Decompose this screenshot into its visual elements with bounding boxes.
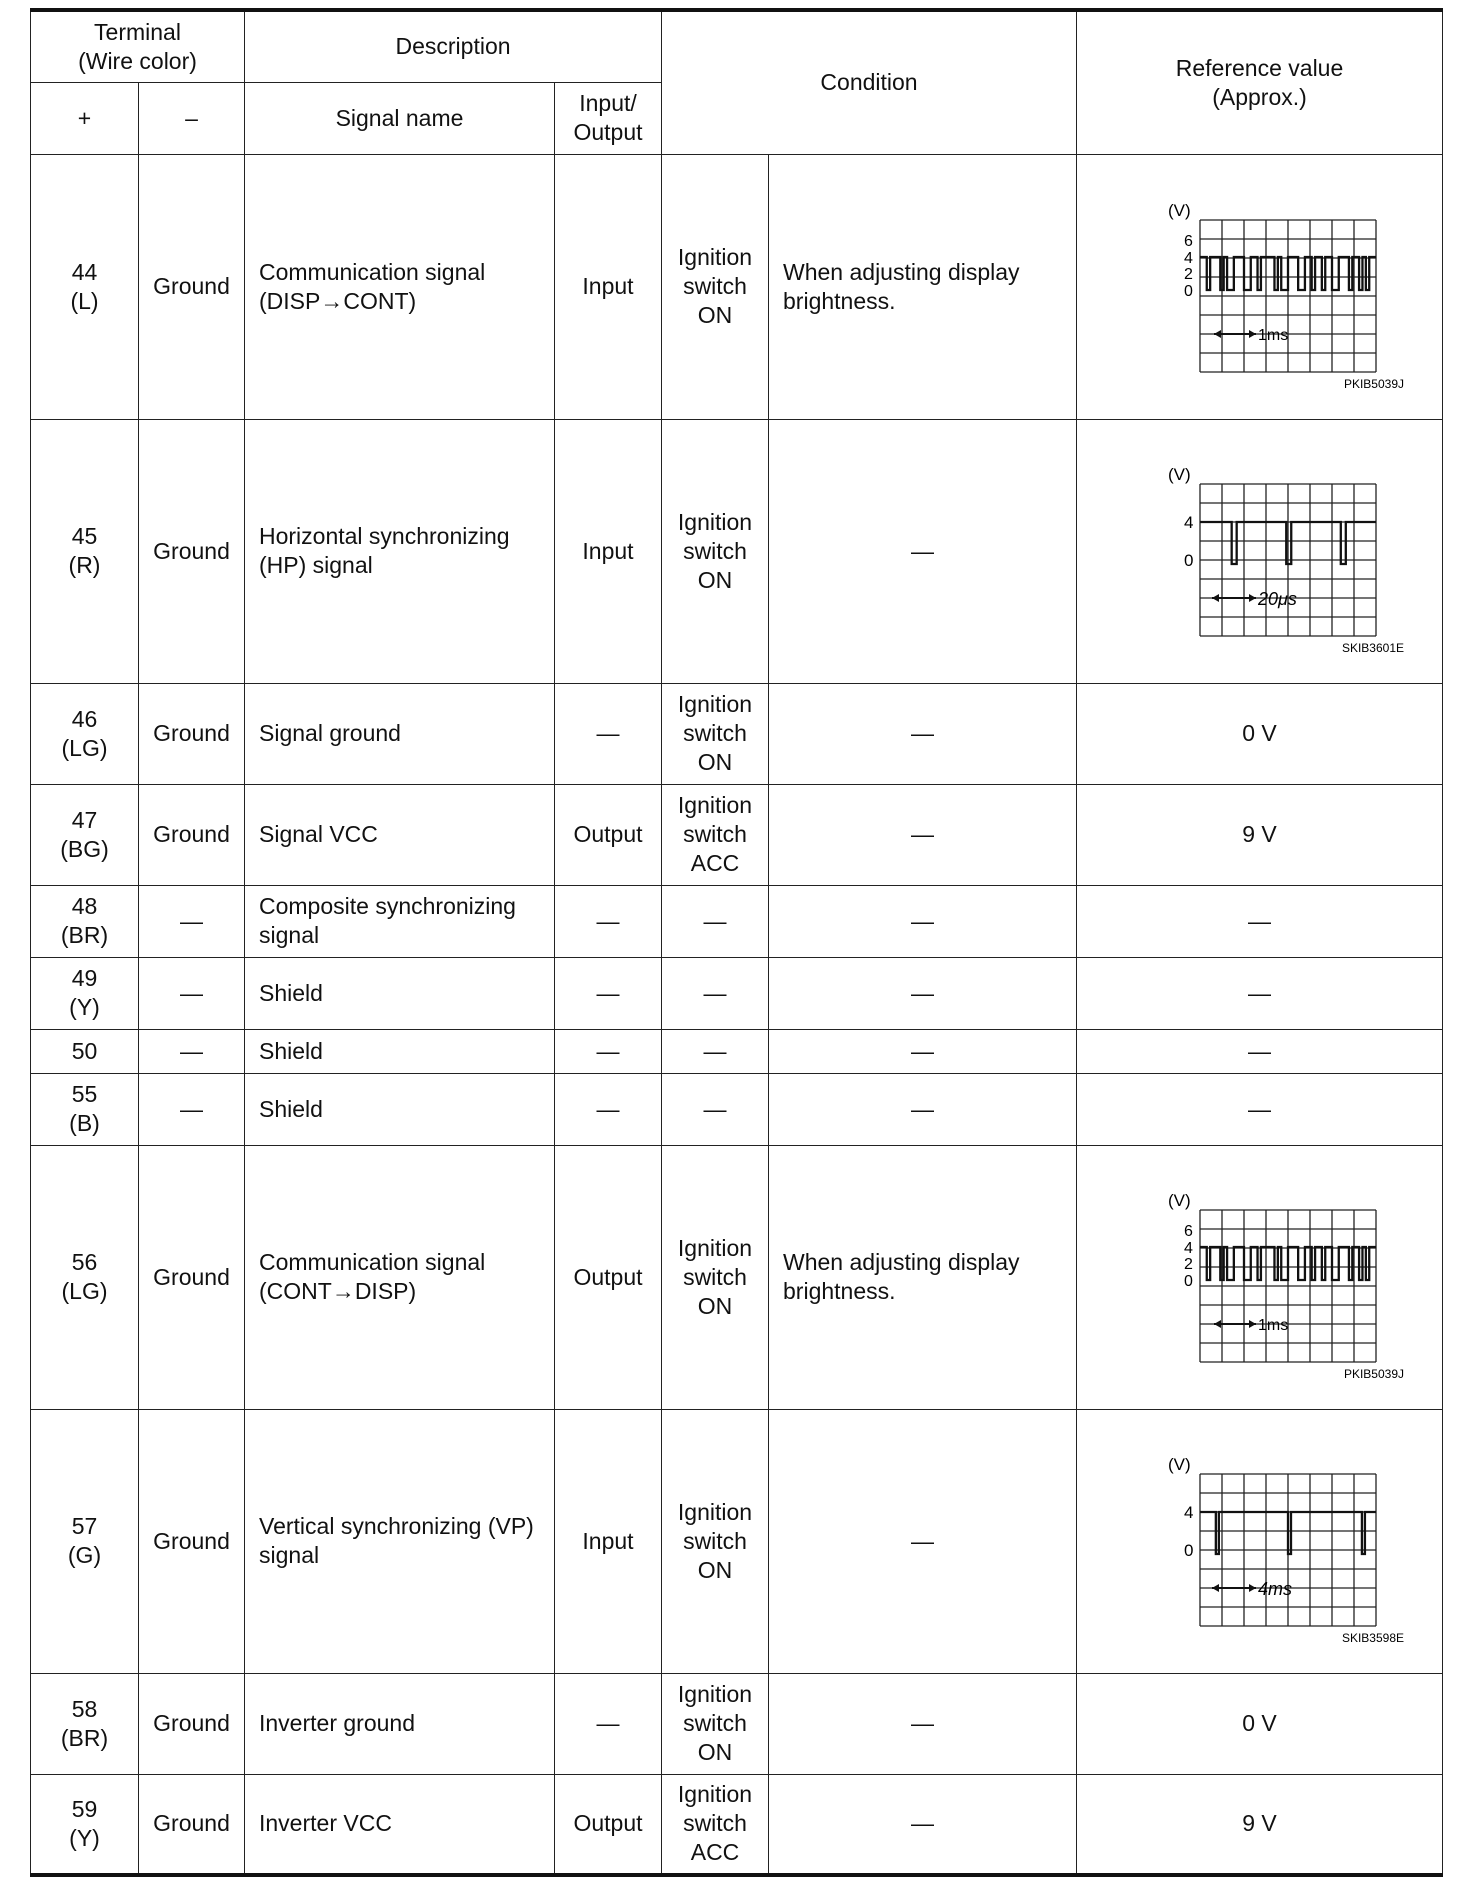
line: switch xyxy=(683,537,747,564)
reference-value-cell xyxy=(1077,1673,1443,1774)
line: Shield xyxy=(259,1095,323,1122)
signal-name-cell xyxy=(245,1073,555,1145)
reference-value-cell xyxy=(1077,1073,1443,1145)
waveform-grid xyxy=(1200,484,1376,636)
signal-name-cell xyxy=(245,1774,555,1875)
wire-color: (R) xyxy=(68,552,101,578)
line: Vertical synchronizing (VP) xyxy=(259,1513,534,1539)
condition-detail-cell xyxy=(769,784,1077,885)
table-row xyxy=(31,1029,1443,1073)
signal-name-cell xyxy=(245,1029,555,1073)
line: Ignition xyxy=(677,244,753,270)
figure-code: PKIB5039J xyxy=(1343,376,1404,391)
y-tick-label: 0 xyxy=(1183,1273,1193,1290)
condition-detail-cell xyxy=(769,683,1077,784)
wire-color: (BG) xyxy=(60,835,109,862)
y-tick-label: 6 xyxy=(1183,232,1193,250)
input-output-header: Input/ Output xyxy=(555,82,662,154)
line: ON xyxy=(697,749,733,775)
minus-terminal-cell: — xyxy=(139,1029,245,1073)
condition-switch-cell xyxy=(662,1145,769,1409)
waveform-grid xyxy=(1200,1210,1376,1362)
y-tick-label: 6 xyxy=(1183,1223,1193,1240)
minus-terminal-cell: Ground xyxy=(139,1145,245,1409)
signal-name-cell xyxy=(245,885,555,957)
minus-terminal-cell: — xyxy=(139,1073,245,1145)
condition-detail-cell xyxy=(769,957,1077,1029)
line: — xyxy=(911,907,935,934)
minus-terminal-cell: Ground xyxy=(139,1774,245,1875)
figure-code: SKIB3601E xyxy=(1341,641,1404,655)
line: ACC xyxy=(690,1839,740,1866)
reference-value-cell xyxy=(1077,784,1443,885)
line: (CONT→DISP) xyxy=(259,1278,417,1304)
waveform-trace xyxy=(1200,257,1376,290)
line: Ignition xyxy=(677,508,753,535)
wire-color: (G) xyxy=(67,1542,102,1568)
wire-color: (B) xyxy=(69,1110,100,1136)
time-scale-label: 1ms xyxy=(1257,326,1288,344)
y-tick-label: 2 xyxy=(1183,265,1193,283)
line: switch xyxy=(683,273,747,299)
line: Horizontal synchronizing xyxy=(259,523,510,549)
table-row xyxy=(31,154,1443,419)
plus-terminal-cell xyxy=(31,1029,139,1073)
condition-detail-cell xyxy=(769,1409,1077,1673)
line: (HP) signal xyxy=(259,552,373,578)
input-output-cell: Output xyxy=(555,1774,662,1875)
line: brightness. xyxy=(783,287,896,314)
line: Signal ground xyxy=(259,720,401,746)
line: switch xyxy=(683,1710,747,1736)
condition-detail-cell xyxy=(769,1673,1077,1774)
signal-name-cell xyxy=(245,784,555,885)
line: — xyxy=(703,1037,727,1064)
line: ACC xyxy=(690,850,740,876)
reference-value-header: Reference value (Approx.) xyxy=(1077,10,1443,154)
condition-switch-cell xyxy=(662,1673,769,1774)
plus-terminal-cell xyxy=(31,1409,139,1673)
input-output-cell: — xyxy=(555,1029,662,1073)
line: Ignition xyxy=(677,1234,753,1261)
line: Ignition xyxy=(677,1498,753,1525)
terminal-number: 55 xyxy=(71,1081,98,1107)
minus-terminal-cell: — xyxy=(139,957,245,1029)
terminal-number: 57 xyxy=(71,1513,98,1539)
reference-value-cell xyxy=(1077,1774,1443,1875)
input-output-cell: — xyxy=(555,1673,662,1774)
line: Ignition xyxy=(677,1781,753,1808)
y-tick-label: 0 xyxy=(1183,1541,1193,1560)
waveform-chart xyxy=(1110,446,1410,656)
table-row xyxy=(31,1073,1443,1145)
minus-terminal-cell: Ground xyxy=(139,419,245,683)
wire-color: (Y) xyxy=(69,1824,100,1851)
terminal-number: 44 xyxy=(71,258,98,285)
time-scale-label: 4ms xyxy=(1257,1579,1292,1599)
condition-switch-cell xyxy=(662,1774,769,1875)
reference-value-cell xyxy=(1077,957,1443,1029)
line: ON xyxy=(697,1292,733,1319)
terminal-number: 58 xyxy=(71,1695,98,1722)
table-body xyxy=(31,154,1443,1875)
condition-switch-cell xyxy=(662,1409,769,1673)
line: ON xyxy=(697,1739,733,1765)
wire-color: (LG) xyxy=(61,734,108,761)
terminal-number: 50 xyxy=(71,1037,98,1064)
condition-switch-cell xyxy=(662,957,769,1029)
line: Ignition xyxy=(677,1681,753,1707)
minus-terminal-cell: Ground xyxy=(139,154,245,419)
voltage-unit-label: (V) xyxy=(1167,1191,1191,1210)
terminal-number: 56 xyxy=(71,1249,98,1275)
terminal-number: 45 xyxy=(71,523,98,549)
waveform-trace xyxy=(1200,1247,1376,1280)
y-tick-label: 4 xyxy=(1183,513,1193,532)
line: (DISP→CONT) xyxy=(259,287,417,314)
input-output-cell: — xyxy=(555,683,662,784)
reference-value-cell xyxy=(1077,419,1443,683)
condition-switch-cell xyxy=(662,885,769,957)
reference-value: 0 V xyxy=(1242,720,1277,746)
minus-terminal-cell: — xyxy=(139,885,245,957)
line: — xyxy=(911,1810,935,1837)
line: — xyxy=(911,720,935,746)
wire-color: (L) xyxy=(70,287,99,314)
line: — xyxy=(911,821,935,847)
table-row xyxy=(31,885,1443,957)
input-output-cell: — xyxy=(555,1073,662,1145)
y-tick-label: 4 xyxy=(1183,249,1193,267)
minus-terminal-cell: Ground xyxy=(139,1409,245,1673)
reference-value: 9 V xyxy=(1242,821,1277,847)
plus-terminal-cell xyxy=(31,1673,139,1774)
condition-switch-cell xyxy=(662,784,769,885)
terminal-number: 49 xyxy=(71,965,98,991)
waveform-chart xyxy=(1110,1436,1410,1646)
terminal-number: 47 xyxy=(71,806,98,833)
y-tick-label: 4 xyxy=(1183,1503,1193,1522)
input-output-cell: Output xyxy=(555,784,662,885)
signal-name-cell xyxy=(245,1673,555,1774)
table-header xyxy=(31,10,1443,154)
plus-terminal-header: + xyxy=(31,82,139,154)
line: When adjusting display xyxy=(783,1249,1020,1275)
line: brightness. xyxy=(783,1278,896,1304)
signal-name-cell xyxy=(245,419,555,683)
condition-detail-cell xyxy=(769,1774,1077,1875)
plus-terminal-cell xyxy=(31,419,139,683)
condition-header: Condition xyxy=(662,10,1077,154)
waveform-chart xyxy=(1110,182,1410,392)
reference-value: — xyxy=(1248,1095,1272,1122)
line: — xyxy=(911,1095,935,1122)
reference-value-cell xyxy=(1077,885,1443,957)
waveform-grid xyxy=(1200,220,1376,372)
input-output-cell: Input xyxy=(555,154,662,419)
table-row xyxy=(31,1145,1443,1409)
signal-name-cell xyxy=(245,957,555,1029)
plus-terminal-cell xyxy=(31,957,139,1029)
condition-detail-cell xyxy=(769,885,1077,957)
table-row xyxy=(31,1673,1443,1774)
terminal-reference-sheet xyxy=(30,8,1442,1877)
plus-terminal-cell xyxy=(31,154,139,419)
y-tick-label: 2 xyxy=(1183,1256,1193,1273)
table-row xyxy=(31,1774,1443,1875)
line: — xyxy=(703,907,727,934)
time-scale-label: 1ms xyxy=(1257,1317,1288,1334)
y-tick-label: 0 xyxy=(1183,282,1193,300)
line: signal xyxy=(259,1542,320,1568)
line: switch xyxy=(683,1527,747,1554)
line: Composite synchronizing xyxy=(259,893,516,919)
input-output-cell: — xyxy=(555,885,662,957)
line: Inverter VCC xyxy=(259,1810,392,1837)
condition-detail-cell xyxy=(769,1145,1077,1409)
table-row xyxy=(31,784,1443,885)
minus-terminal-cell: Ground xyxy=(139,1673,245,1774)
signal-name-cell xyxy=(245,1145,555,1409)
wire-color: (Y) xyxy=(69,994,100,1020)
input-output-cell: Input xyxy=(555,1409,662,1673)
plus-terminal-cell xyxy=(31,683,139,784)
wire-color: (LG) xyxy=(61,1278,108,1304)
line: Inverter ground xyxy=(259,1710,415,1736)
line: — xyxy=(703,1095,727,1122)
condition-detail-cell xyxy=(769,1073,1077,1145)
line: — xyxy=(703,979,727,1006)
description-header: Description xyxy=(245,10,662,82)
plus-terminal-cell xyxy=(31,1774,139,1875)
reference-value: — xyxy=(1248,1037,1272,1064)
wire-color: (BR) xyxy=(60,922,109,948)
line: — xyxy=(911,1710,935,1736)
figure-code: PKIB5039J xyxy=(1343,1367,1404,1381)
signal-name-cell xyxy=(245,683,555,784)
terminal-number: 46 xyxy=(71,705,98,732)
line: Signal VCC xyxy=(259,821,378,847)
line: ON xyxy=(697,1556,733,1583)
line: — xyxy=(911,1527,935,1554)
reference-value: — xyxy=(1248,907,1272,934)
input-output-cell: Output xyxy=(555,1145,662,1409)
condition-switch-cell xyxy=(662,154,769,419)
table-row xyxy=(31,1409,1443,1673)
reference-value: 9 V xyxy=(1242,1810,1277,1837)
reference-value-cell xyxy=(1077,1029,1443,1073)
figure-code: SKIB3598E xyxy=(1341,1631,1404,1645)
line: ON xyxy=(697,302,733,328)
condition-switch-cell xyxy=(662,683,769,784)
condition-detail-cell xyxy=(769,1029,1077,1073)
table-row xyxy=(31,683,1443,784)
voltage-unit-label: (V) xyxy=(1167,465,1191,484)
signal-name-header: Signal name xyxy=(245,82,555,154)
line: switch xyxy=(683,821,747,847)
line: Shield xyxy=(259,1037,323,1064)
line: — xyxy=(911,1037,935,1064)
wire-color: (BR) xyxy=(60,1724,109,1751)
minus-terminal-cell: Ground xyxy=(139,683,245,784)
input-output-cell: Input xyxy=(555,419,662,683)
time-scale-label: 20μs xyxy=(1257,589,1297,609)
condition-detail-cell xyxy=(769,154,1077,419)
condition-switch-cell xyxy=(662,1029,769,1073)
voltage-unit-label: (V) xyxy=(1167,1455,1191,1474)
line: switch xyxy=(683,720,747,746)
condition-switch-cell xyxy=(662,419,769,683)
reference-value-cell xyxy=(1077,683,1443,784)
signal-name-cell xyxy=(245,154,555,419)
line: When adjusting display xyxy=(783,258,1020,285)
plus-terminal-cell xyxy=(31,1073,139,1145)
line: switch xyxy=(683,1810,747,1837)
minus-terminal-cell: Ground xyxy=(139,784,245,885)
input-output-cell: — xyxy=(555,957,662,1029)
line: Ignition xyxy=(677,691,753,717)
line: switch xyxy=(683,1263,747,1290)
line: signal xyxy=(259,922,320,948)
reference-value: — xyxy=(1248,979,1272,1006)
terminal-number: 48 xyxy=(71,893,98,919)
waveform-chart xyxy=(1110,1172,1410,1382)
signal-name-cell xyxy=(245,1409,555,1673)
reference-value-cell xyxy=(1077,1145,1443,1409)
y-tick-label: 4 xyxy=(1183,1240,1193,1257)
line: — xyxy=(911,979,935,1006)
reference-value-cell xyxy=(1077,1409,1443,1673)
line: ON xyxy=(697,566,733,593)
y-tick-label: 0 xyxy=(1183,551,1193,570)
table-row xyxy=(31,957,1443,1029)
condition-switch-cell xyxy=(662,1073,769,1145)
condition-detail-cell xyxy=(769,419,1077,683)
line: Ignition xyxy=(677,792,753,818)
line: — xyxy=(911,537,935,564)
plus-terminal-cell xyxy=(31,885,139,957)
reference-value-cell xyxy=(1077,154,1443,419)
terminal-header: Terminal (Wire color) xyxy=(31,10,245,82)
line: Communication signal xyxy=(259,258,486,285)
line: Communication signal xyxy=(259,1249,486,1275)
reference-value: 0 V xyxy=(1242,1710,1277,1736)
terminal-number: 59 xyxy=(71,1795,98,1822)
terminal-table xyxy=(30,8,1443,1877)
waveform-trace xyxy=(1200,1512,1376,1554)
table-row xyxy=(31,419,1443,683)
minus-terminal-header: – xyxy=(139,82,245,154)
plus-terminal-cell xyxy=(31,784,139,885)
line: Shield xyxy=(259,979,323,1006)
plus-terminal-cell xyxy=(31,1145,139,1409)
voltage-unit-label: (V) xyxy=(1167,200,1191,220)
